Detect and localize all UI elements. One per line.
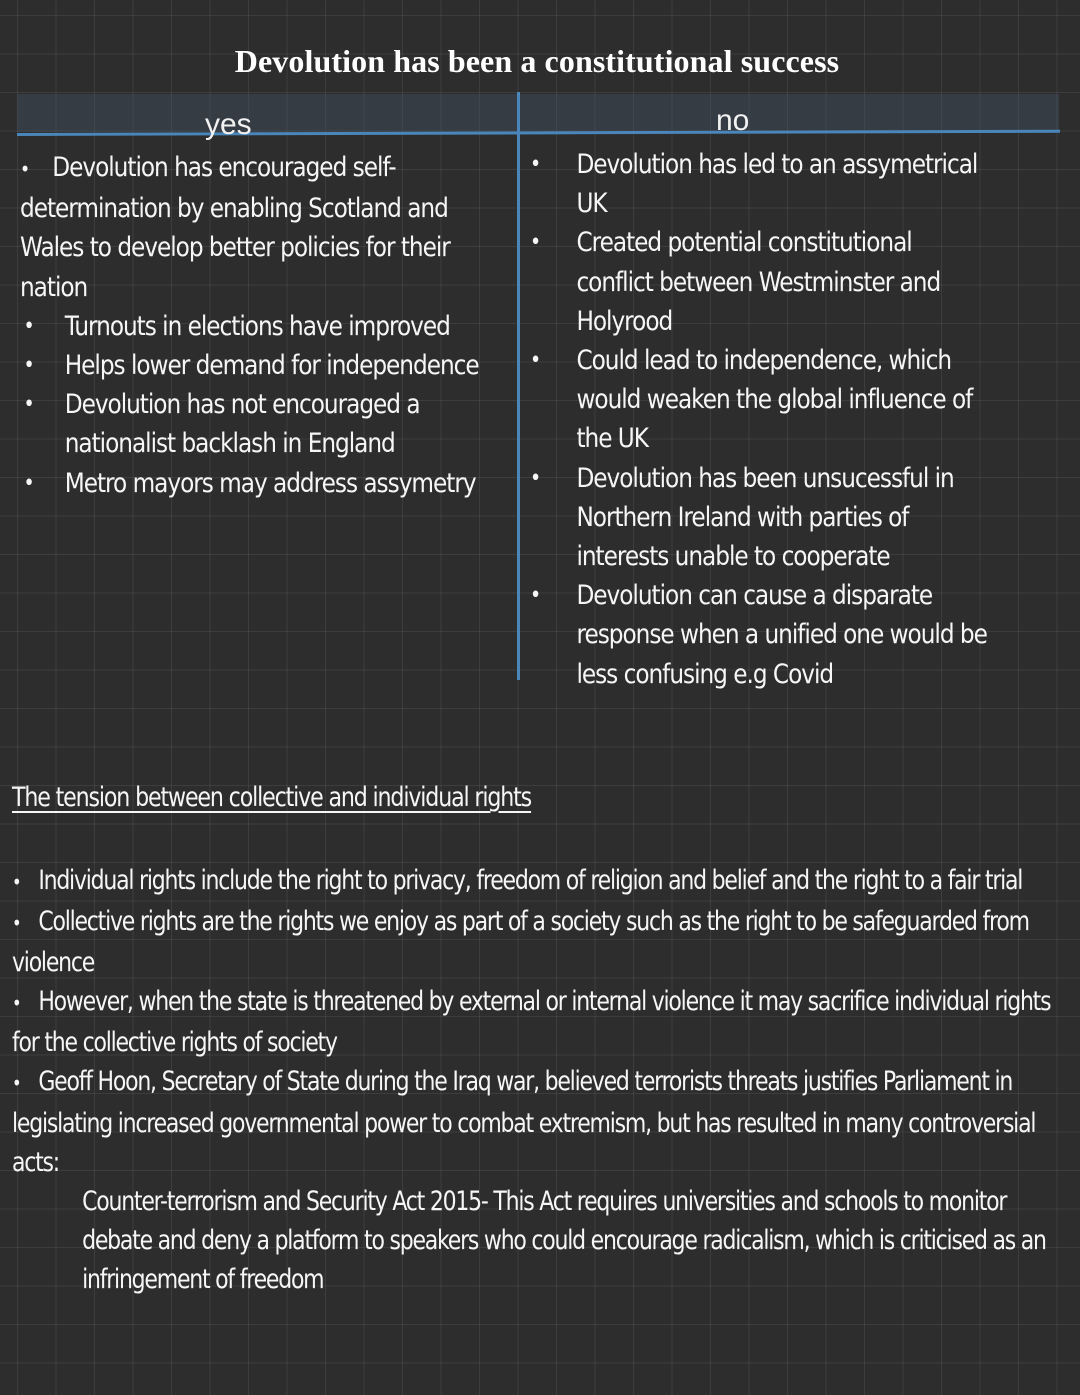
rights-body [12,861,1063,1299]
yes-list-item: • Helps lower demand for independence [20,346,479,385]
yes-intro-line: • Devolution has encouraged self- [20,148,479,189]
bullet-icon: • [530,152,541,177]
yes-list-item: • Devolution has not encouraged a nationalist backlash in England [20,385,479,463]
no-list-item: • Devolution has been unsucessful in Northern Ireland with parties of interests unable to cooperate [530,459,987,577]
act-note: Counter-terrorism and Security Act 2015- This Act requires universities and schools to monitor debate and deny a platform to speakers who could encourage radicalism, which is criticised as an infringement of freedom [82,1185,1046,1295]
no-list-item: • Created potential constitutional conflict between Westminster and Holyrood [530,223,987,341]
bullet-icon: • [12,1071,21,1096]
rights-paragraph: • Individual rights include the right to privacy, freedom of religion and belief and the right to a fair trial [12,865,1023,896]
bullet-icon: • [20,157,30,181]
bullet-icon: • [23,470,34,496]
section-heading: The tension between collective and individual rights [12,782,532,813]
bullet-icon: • [12,991,21,1016]
no-column-header: no [716,104,750,137]
yes-column [20,148,479,503]
bullet-icon: • [530,583,541,609]
yes-list-item: • Turnouts in elections have improved [20,307,479,346]
bullet-icon: • [530,465,541,491]
bullet-icon: • [23,353,34,379]
rights-paragraph: • Geoff Hoon, Secretary of State during the Iraq war, believed terrorists threats justifies Parliament in legislating increased governmental power to combat extremism, but has resulted in many controversial acts: [12,1066,1036,1178]
bullet-icon: • [530,348,541,374]
no-list-item: • Could lead to independence, which would weaken the global influence of the UK [530,341,987,459]
yes-intro-line: nation [20,271,88,303]
yes-column-header: yes [205,108,252,141]
yes-intro-line: Wales to develop better policies for their [20,232,450,264]
yes-list-item: • Metro mayors may address assymetry [20,464,479,503]
no-list-item: • Devolution has led to an assymetrical UK [530,145,987,223]
page-title: Devolution has been a constitutional success [234,43,840,80]
bullet-icon: • [12,911,21,936]
yes-intro-item [20,148,479,307]
bullet-icon: • [530,230,541,256]
no-column [530,145,987,694]
bullet-icon: • [23,313,34,339]
bullet-icon: • [23,392,34,418]
rights-paragraph: • Collective rights are the rights we enjoy as part of a society such as the right to be safeguarded from violence [12,906,1029,979]
yes-intro-line: determination by enabling Scotland and [20,193,448,225]
rights-paragraph: • However, when the state is threatened by external or internal violence it may sacrifice individual rights for the collective rights of society [12,986,1051,1059]
table-header-band [17,94,1059,132]
no-list-item: • Devolution can cause a disparate response when a unified one would be less confusing e.g Covid [530,576,987,694]
table-column-divider [517,92,520,680]
bullet-icon: • [12,870,21,894]
